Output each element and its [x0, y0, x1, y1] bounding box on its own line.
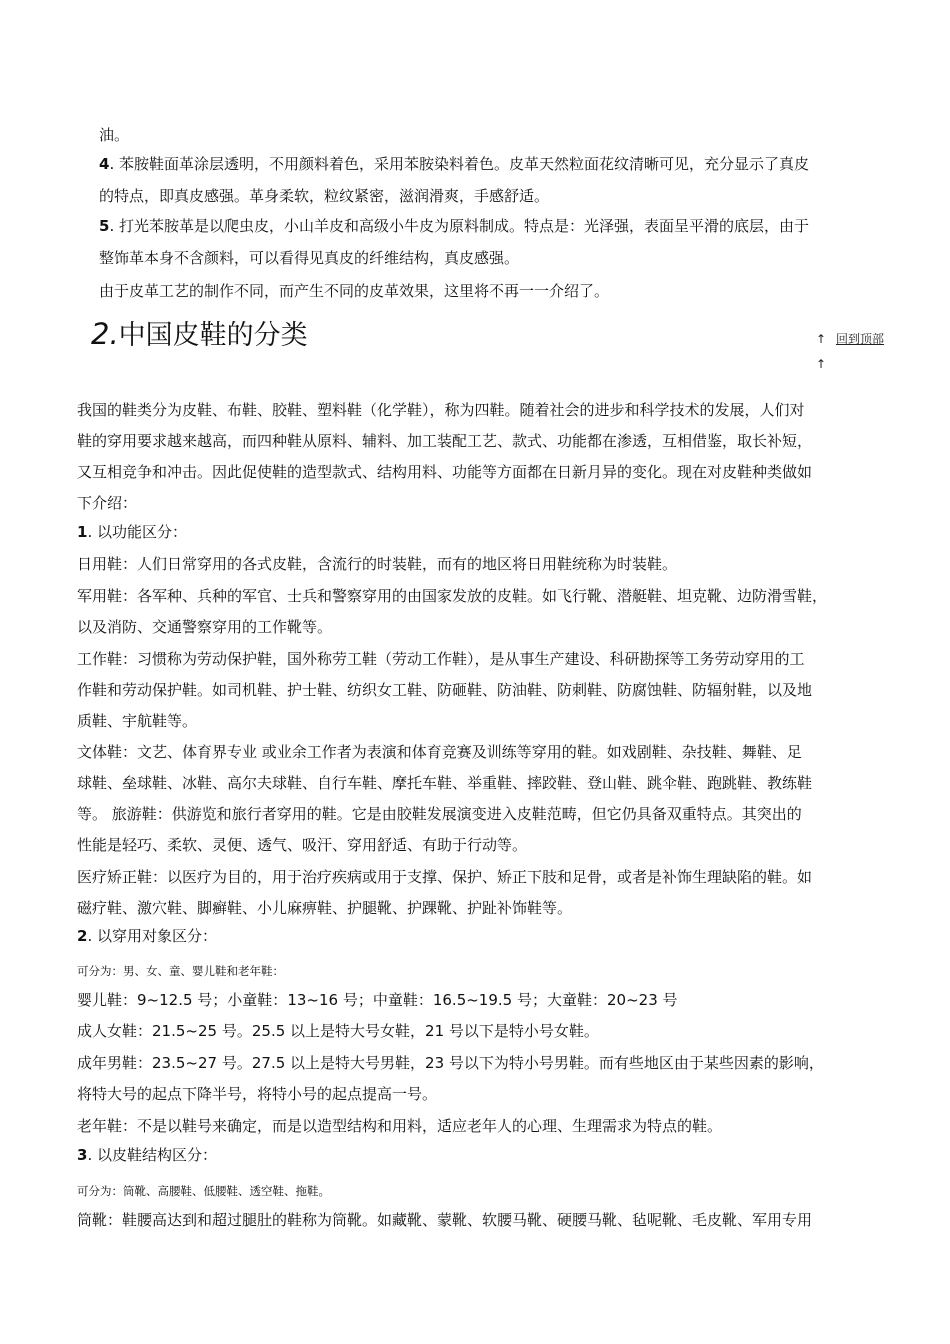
paragraph-line: 日用鞋：人们日常穿用的各式皮鞋，含流行的时装鞋，而有的地区将日用鞋统称为时装鞋。 [77, 555, 678, 573]
paragraph-line: 整饰革本身不含颜料，可以看得见真皮的纤维结构，真皮感强。 [99, 249, 520, 267]
paragraph-line: 医疗矫正鞋：以医疗为目的，用于治疗疾病或用于支撑、保护、矫正下肢和足骨，或者是补饰生理缺陷的鞋。如 [77, 868, 813, 886]
subheading-1: 1. 以功能区分： [77, 523, 187, 541]
up-arrow-icon: ↑ [816, 357, 827, 371]
size-line-children: 婴儿鞋：9~12.5 号；小童鞋：13~16 号；中童鞋：16.5~19.5 号；大童鞋：20~23 号 [77, 991, 678, 1009]
paragraph-line: 磁疗鞋、激穴鞋、脚癣鞋、小儿麻痹鞋、护腿靴、护踝靴、护趾补饰鞋等。 [77, 899, 573, 917]
paragraph-line: 筒靴：鞋腰高达到和超过腿肚的鞋称为筒靴。如藏靴、蒙靴、软腰马靴、硬腰马靴、毡呢靴、毛皮靴、军用专用 [77, 1211, 813, 1229]
paragraph-line: 鞋的穿用要求越来越高，而四种鞋从原料、辅料、加工装配工艺、款式、功能都在渗透，互相借鉴，取长补短， [77, 432, 813, 450]
subheading-2: 2. 以穿用对象区分： [77, 927, 217, 945]
up-arrow-icon: ↑ [816, 332, 827, 346]
paragraph-line: 我国的鞋类分为皮鞋、布鞋、胶鞋、塑料鞋（化学鞋），称为四鞋。随着社会的进步和科学技术的发展，人们对 [77, 401, 805, 419]
paragraph-line: 等。 旅游鞋：供游览和旅行者穿用的鞋。它是由胶鞋发展演变进入皮鞋范畴，但它仍具备双重特点。其突出的 [77, 805, 802, 823]
back-to-top-link[interactable]: 回到顶部 [836, 332, 885, 346]
paragraph-line: 质鞋、宇航鞋等。 [77, 712, 198, 730]
paragraph-line: 由于皮革工艺的制作不同，而产生不同的皮革效果，这里将不再一一介绍了。 [99, 282, 610, 300]
paragraph-line: 作鞋和劳动保护鞋。如司机鞋、护士鞋、纺织女工鞋、防砸鞋、防油鞋、防刺鞋、防腐蚀鞋、防辐射鞋，以及地 [77, 681, 813, 699]
paragraph-line: 的特点，即真皮感强。革身柔软，粒纹紧密，滋润滑爽，手感舒适。 [99, 187, 550, 205]
paragraph-line: 老年鞋：不是以鞋号来确定，而是以造型结构和用料，适应老年人的心理、生理需求为特点的鞋。 [77, 1117, 723, 1135]
paragraph-line: 又互相竞争和冲击。因此促使鞋的造型款式、结构用料、功能等方面都在日新月异的变化。现在对皮鞋种类做如 [77, 463, 813, 481]
paragraph-line: 文体鞋：文艺、体育界专业 或业余工作者为表演和体育竞赛及训练等穿用的鞋。如戏剧鞋、杂技鞋、舞鞋、足 [77, 743, 802, 761]
paragraph-line: 球鞋、垒球鞋、冰鞋、高尔夫球鞋、自行车鞋、摩托车鞋、举重鞋、摔跤鞋、登山鞋、跳伞鞋、跑跳鞋、教练鞋 [77, 774, 813, 792]
paragraph-line: 油。 [99, 126, 130, 144]
list-item-5: 5. 打光苯胺革是以爬虫皮，小山羊皮和高级小牛皮为原料制成。特点是：光泽强，表面呈平滑的底层，由于 [99, 217, 809, 235]
list-item-4: 4. 苯胺鞋面革涂层透明，不用颜料着色，采用苯胺染料着色。皮革天然粒面花纹清晰可见，充分显示了真皮 [99, 155, 809, 173]
size-line-men: 成年男鞋：23.5~27 号。27.5 以上是特大号男鞋，23 号以下为特小号男鞋。而有些地区由于某些因素的影响， [77, 1054, 824, 1072]
subheading-3: 3. 以皮鞋结构区分： [77, 1146, 217, 1164]
paragraph-line: 性能是轻巧、柔软、灵便、透气、吸汗、穿用舒适、有助于行动等。 [77, 836, 528, 854]
section-heading: 2.中国皮鞋的分类 [91, 317, 308, 351]
note-line: 可分为：筒靴、高腰鞋、低腰鞋、透空鞋、拖鞋。 [77, 1184, 330, 1198]
item-number: 4 [99, 155, 110, 173]
paragraph-line: 将特大号的起点下降半号，将特小号的起点提高一号。 [77, 1085, 438, 1103]
note-line: 可分为：男、女、童、婴儿鞋和老年鞋： [77, 964, 284, 978]
paragraph-line: 工作鞋：习惯称为劳动保护鞋，国外称劳工鞋（劳动工作鞋），是从事生产建设、科研勘探等工务劳动穿用的工 [77, 650, 805, 668]
item-number: 5 [99, 217, 110, 235]
paragraph-line: 以及消防、交通警察穿用的工作靴等。 [77, 618, 333, 636]
paragraph-line: 军用鞋：各军种、兵种的军官、士兵和警察穿用的由国家发放的皮鞋。如飞行靴、潜艇鞋、坦克靴、边防滑雪鞋， [77, 587, 828, 605]
size-line-women: 成人女鞋：21.5~25 号。25.5 以上是特大号女鞋，21 号以下是特小号女鞋。 [77, 1022, 599, 1040]
paragraph-line: 下介绍： [77, 494, 138, 512]
